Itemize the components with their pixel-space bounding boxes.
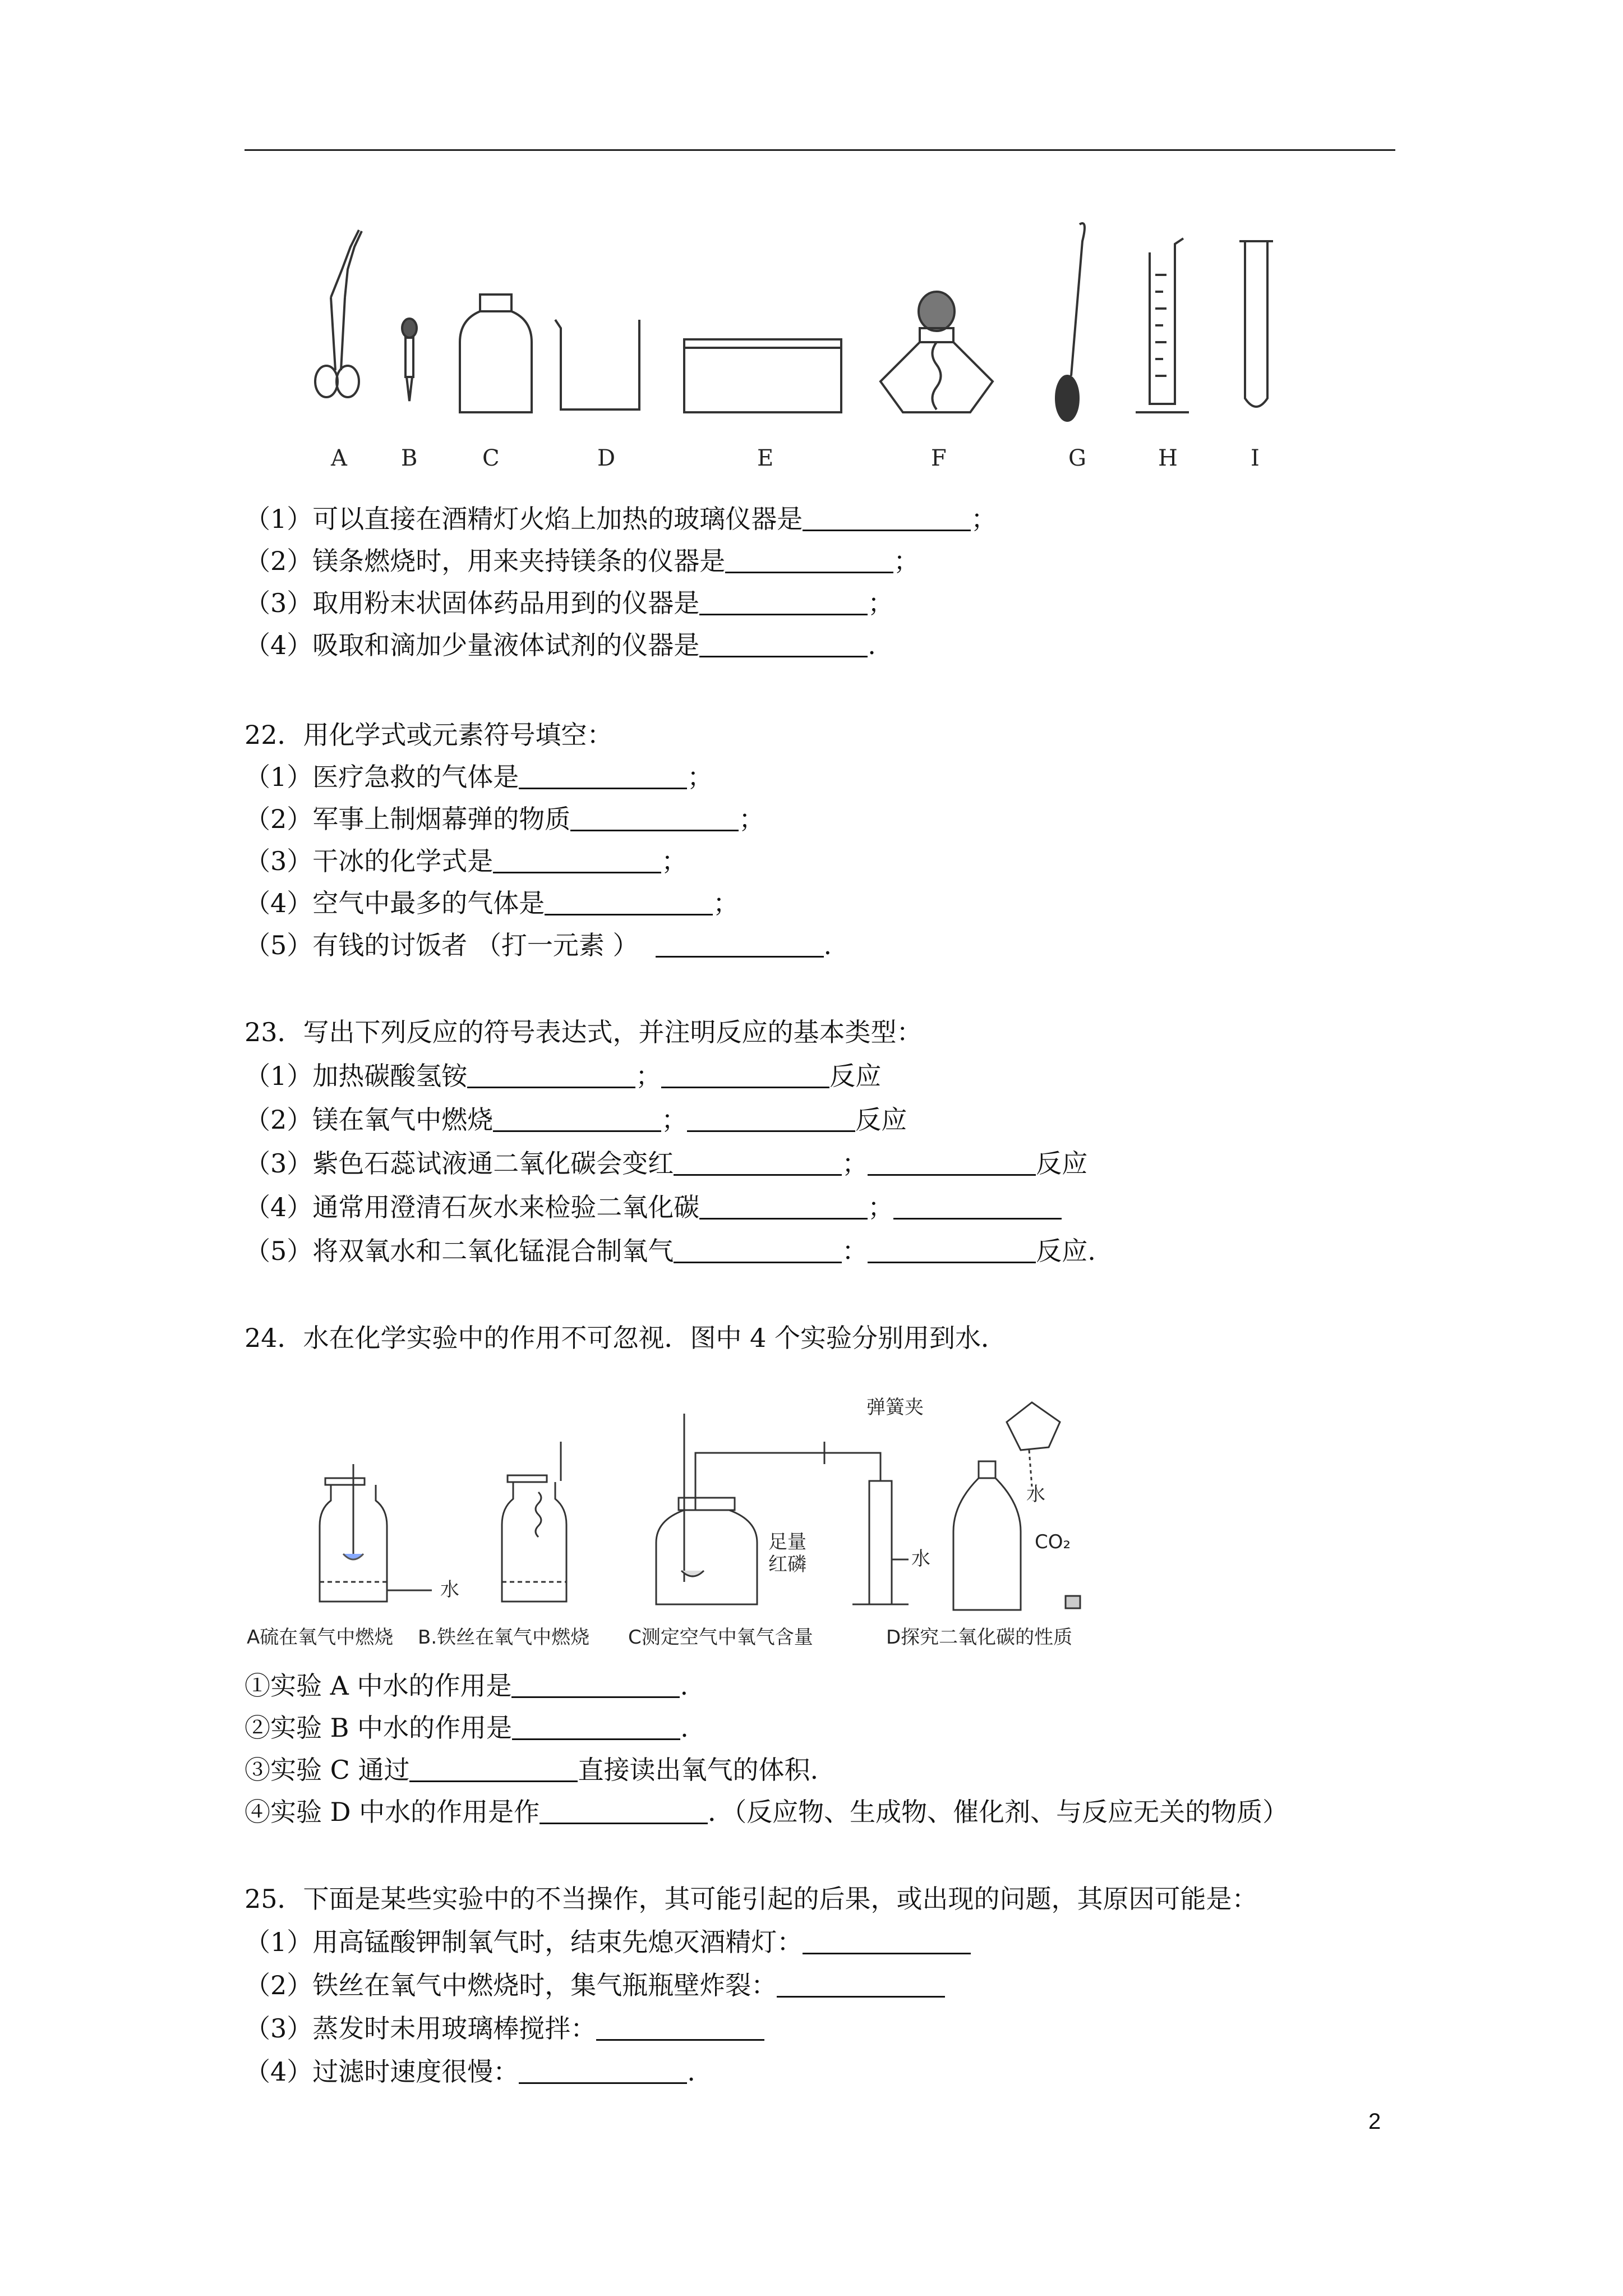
q25-item-2: （2）铁丝在氧气中燃烧时，集气瓶瓶壁炸裂： [245, 1968, 945, 2002]
instruments-figure [292, 208, 1335, 471]
q22-item-1: （1）医疗急救的气体是 ； [245, 762, 713, 792]
answer-blank[interactable] [519, 2060, 687, 2084]
answer-blank[interactable] [596, 2017, 764, 2041]
q25-title: 25．下面是某些实验中的不当操作，其可能引起的后果，或出现的问题，其原因可能是： [245, 1884, 1258, 1914]
graduated-cylinder-icon [1136, 238, 1189, 412]
caption-a: A硫在氧气中燃烧 [247, 1626, 394, 1649]
q22-item-4: （4）空气中最多的气体是 ； [245, 888, 739, 918]
answer-blank[interactable] [699, 1195, 868, 1220]
caption-b: B.铁丝在氧气中燃烧 [418, 1626, 590, 1649]
q21-item-1: （1）可以直接在酒精灯火焰上加热的玻璃仪器是 ； [245, 504, 997, 534]
q22-item-5: （5）有钱的讨饭者 （打一元素 ） . [245, 930, 832, 960]
label-I: I [1251, 445, 1260, 471]
caption-c: C测定空气中氧气含量 [628, 1626, 813, 1649]
trough-icon [684, 339, 841, 412]
answer-blank[interactable] [868, 1239, 1036, 1263]
q22-item-2: （2）军事上制烟幕弹的物质 ； [245, 804, 765, 834]
answer-blank[interactable] [540, 1800, 708, 1824]
q23-item-3: （3）紫色石蕊试液通二氧化碳会变红 ； 反应 [245, 1148, 1088, 1179]
label-water-a: 水 [440, 1579, 459, 1601]
answer-blank[interactable] [409, 1758, 578, 1782]
label-H: H [1158, 445, 1178, 471]
answer-blank[interactable] [725, 549, 893, 573]
q23-item-1: （1）加热碳酸氢铵 ； 反应 [245, 1061, 882, 1091]
page-number: 2 [1368, 2109, 1381, 2134]
q25-item-3: （3）蒸发时未用玻璃棒搅拌： [245, 2012, 764, 2045]
q23-item-5: （5）将双氧水和二氧化锰混合制氧气 ： 反应. [245, 1236, 1096, 1266]
q23-item-2: （2）镁在氧气中燃烧 ； 反应 [245, 1105, 907, 1135]
answer-blank[interactable] [656, 933, 824, 958]
label-E: E [757, 445, 774, 471]
answer-blank[interactable] [803, 507, 971, 531]
header-rule [245, 149, 1395, 151]
answer-blank[interactable] [661, 1064, 829, 1088]
caption-d: D探究二氧化碳的性质 [886, 1626, 1073, 1649]
answer-blank[interactable] [570, 807, 739, 831]
answer-blank[interactable] [674, 1239, 842, 1263]
label-clamp: 弹簧夹 [866, 1396, 924, 1419]
answer-blank[interactable] [519, 765, 687, 789]
q21-item-2: （2）镁条燃烧时，用来夹持镁条的仪器是 ； [245, 546, 920, 576]
label-F: F [931, 445, 947, 471]
answer-blank[interactable] [893, 1195, 1062, 1220]
test-tube-icon [1239, 241, 1273, 407]
answer-blank[interactable] [699, 633, 868, 657]
q24-title: 24．水在化学实验中的作用不可忽视．图中 4 个实验分别用到水． [245, 1323, 1007, 1353]
q21-item-3: （3）取用粉末状固体药品用到的仪器是 ； [245, 588, 894, 618]
crucible-tongs-icon [315, 230, 362, 397]
label-co2: CO₂ [1035, 1531, 1071, 1553]
water-experiments-figure [247, 1380, 1133, 1660]
label-water-c: 水 [911, 1548, 930, 1570]
q25-item-4: （4）过滤时速度很慢： . [245, 2056, 695, 2087]
dropper-icon [402, 319, 417, 401]
answer-blank[interactable] [545, 891, 713, 915]
answer-blank[interactable] [512, 1716, 680, 1740]
q23-item-4: （4）通常用澄清石灰水来检验二氧化碳 ； [245, 1190, 1062, 1224]
label-B: B [401, 445, 418, 471]
answer-blank[interactable] [868, 1152, 1036, 1176]
answer-blank[interactable] [803, 1930, 971, 1954]
reagent-bottle-icon [460, 295, 532, 412]
label-phosphorus-2: 红磷 [768, 1553, 806, 1576]
answer-blank[interactable] [699, 591, 868, 615]
answer-blank[interactable] [687, 1108, 855, 1132]
q24-item-2: ②实验 B 中水的作用是 . [245, 1713, 689, 1743]
experiment-c-icon [656, 1414, 909, 1604]
answer-blank[interactable] [674, 1152, 842, 1176]
q24-item-4: ④实验 D 中水的作用是作 ．（反应物、生成物、催化剂、与反应无关的物质） [245, 1797, 1289, 1827]
experiment-d-icon [953, 1402, 1080, 1610]
answer-blank[interactable] [777, 1973, 945, 1998]
q21-item-4: （4）吸取和滴加少量液体试剂的仪器是 . [245, 630, 876, 660]
experiment-b-icon [502, 1442, 566, 1602]
q25-item-1: （1）用高锰酸钾制氧气时，结束先熄灭酒精灯： [245, 1925, 971, 1959]
answer-blank[interactable] [467, 1064, 635, 1088]
q22-title: 22．用化学式或元素符号填空： [245, 720, 613, 750]
q24-item-1: ①实验 A 中水的作用是 . [245, 1671, 689, 1701]
label-A: A [331, 445, 347, 471]
answer-blank[interactable] [493, 1108, 661, 1132]
answer-blank[interactable] [511, 1674, 680, 1698]
q22-item-3: （3）干冰的化学式是 ； [245, 846, 688, 876]
label-D: D [597, 445, 616, 471]
label-water-d: 水 [1026, 1483, 1045, 1506]
medicine-spoon-icon [1056, 223, 1085, 421]
experiment-a-icon [320, 1464, 432, 1602]
alcohol-lamp-icon [880, 292, 993, 412]
label-phosphorus-1: 足量 [768, 1531, 806, 1553]
q24-item-3: ③实验 C 通过 直接读出氧气的体积. [245, 1755, 819, 1785]
beaker-icon [555, 320, 639, 409]
answer-blank[interactable] [493, 849, 661, 873]
label-G: G [1068, 445, 1086, 471]
label-C: C [482, 445, 500, 471]
q23-title: 23．写出下列反应的符号表达式，并注明反应的基本类型： [245, 1017, 923, 1047]
